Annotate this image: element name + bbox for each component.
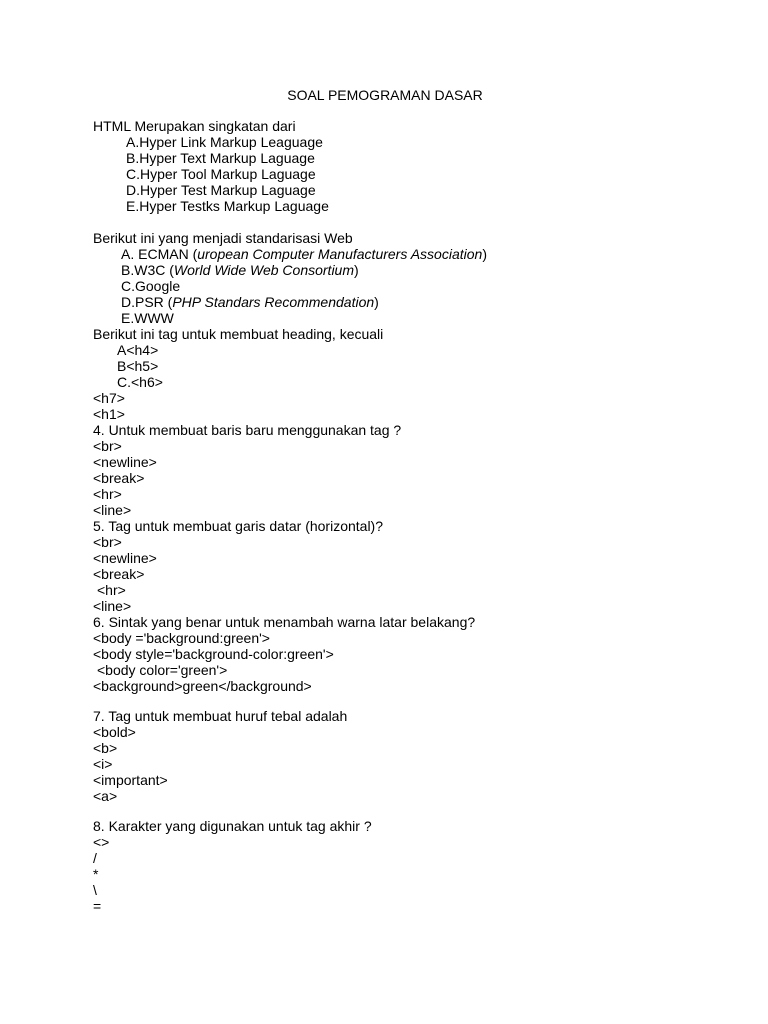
- option-label: C.Google: [121, 278, 181, 294]
- option-d: <hr>: [97, 582, 126, 598]
- option-a: <br>: [93, 438, 122, 454]
- option-label: B.W3C (: [121, 262, 174, 278]
- option-suffix: ): [482, 246, 487, 262]
- question-text: 5. Tag untuk membuat garis datar (horizontal)?: [93, 518, 384, 534]
- option-c: <i>: [93, 756, 113, 772]
- option-c: C.<h6>: [117, 374, 163, 390]
- option-c: <break>: [93, 566, 145, 582]
- option-b: B<h5>: [117, 358, 159, 374]
- option-italic-text: World Wide Web Consortium: [173, 262, 355, 278]
- question-text: Berikut ini yang menjadi standarisasi Web: [93, 230, 353, 246]
- question-8: [93, 818, 733, 914]
- option-d: <hr>: [93, 486, 122, 502]
- option-b: <newline>: [93, 550, 157, 566]
- option-a: <br>: [93, 534, 122, 550]
- question-list: [93, 118, 733, 914]
- spacer: [93, 694, 733, 708]
- option-e: [93, 310, 733, 326]
- option-e: <h1>: [93, 406, 125, 422]
- question-7: [93, 708, 733, 804]
- question-6: [93, 614, 733, 694]
- option-label: E.WWW: [121, 310, 174, 326]
- option-a: <body ='background:green'>: [93, 630, 270, 646]
- option-e: =: [93, 898, 102, 914]
- option-e: <a>: [93, 788, 118, 804]
- option-c: <break>: [93, 470, 145, 486]
- option-e: <line>: [93, 598, 132, 614]
- option-b: <newline>: [93, 454, 157, 470]
- option-a: [93, 246, 733, 262]
- question-text: 4. Untuk membuat baris baru menggunakan tag ?: [93, 422, 402, 438]
- document-title: SOAL PEMOGRAMAN DASAR: [287, 87, 483, 103]
- option-a: A<h4>: [117, 342, 159, 358]
- question-text: HTML Merupakan singkatan dari: [93, 118, 296, 134]
- option-a: <>: [93, 834, 110, 850]
- option-b: B.Hyper Text Markup Laguage: [126, 150, 315, 166]
- option-e: E.Hyper Testks Markup Laguage: [126, 198, 329, 214]
- question-text: 8. Karakter yang digunakan untuk tag akhir ?: [93, 818, 372, 834]
- option-b: /: [93, 850, 97, 866]
- question-1: [93, 118, 733, 214]
- option-suffix: ): [354, 262, 359, 278]
- option-d: D.Hyper Test Markup Laguage: [126, 182, 316, 198]
- option-b: <b>: [93, 740, 118, 756]
- option-b: [93, 262, 733, 278]
- option-c: [93, 278, 733, 294]
- option-italic-text: PHP Standars Recommendation: [172, 294, 375, 310]
- option-d: \: [93, 882, 97, 898]
- option-c: *: [93, 866, 99, 882]
- question-text: 6. Sintak yang benar untuk menambah warna latar belakang?: [93, 614, 476, 630]
- spacer: [93, 804, 733, 818]
- option-c: C.Hyper Tool Markup Laguage: [126, 166, 316, 182]
- option-e: <line>: [93, 502, 132, 518]
- option-label: D.PSR (: [121, 294, 173, 310]
- option-a: A.Hyper Link Markup Leaguage: [126, 134, 323, 150]
- option-d: <background>green</background>: [93, 678, 312, 694]
- question-text: Berikut ini tag untuk membuat heading, kecuali: [93, 326, 384, 342]
- option-b: <body style='background-color:green'>: [93, 646, 334, 662]
- option-d: <important>: [93, 772, 168, 788]
- option-suffix: ): [374, 294, 379, 310]
- question-5: [93, 518, 733, 614]
- option-d: [93, 294, 733, 310]
- spacer: [93, 214, 733, 230]
- option-d: <h7>: [93, 390, 125, 406]
- option-a: <bold>: [93, 724, 136, 740]
- question-3: [93, 326, 733, 422]
- option-italic-text: uropean Computer Manufacturers Association: [197, 246, 483, 262]
- question-4: [93, 422, 733, 518]
- question-2: [93, 230, 733, 326]
- option-c: <body color='green'>: [97, 662, 228, 678]
- question-text: 7. Tag untuk membuat huruf tebal adalah: [93, 708, 348, 724]
- option-label: A. ECMAN (: [121, 246, 198, 262]
